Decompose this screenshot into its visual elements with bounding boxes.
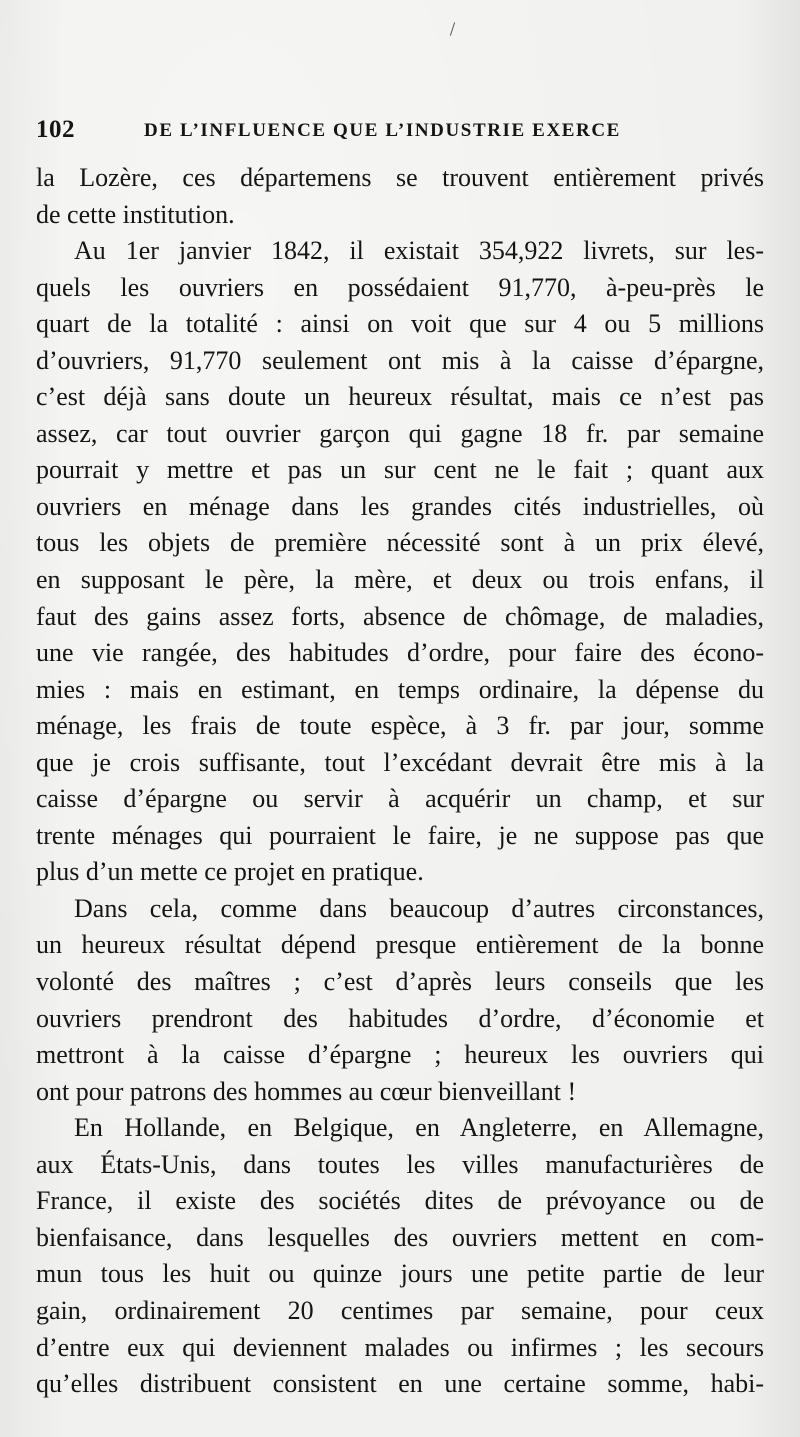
text-line: mies : mais en estimant, en temps ordinaire, la dépense du: [36, 674, 764, 704]
text-line: gain, ordinairement 20 centimes par semaine, pour ceux: [36, 1295, 764, 1325]
text-line: un heureux résultat dépend presque entièrement de la bonne: [36, 930, 764, 960]
text-line: la Lozère, ces départemens se trouvent entièrement privés: [36, 163, 764, 192]
text-line: d’ouvriers, 91,770 seulement ont mis à la caisse d’épargne,: [36, 345, 764, 375]
text-line: d’entre eux qui deviennent malades ou infirmes ; les secours: [36, 1332, 764, 1362]
text-line: caisse d’épargne ou servir à acquérir un champ, et sur: [36, 784, 764, 814]
page-header: [36, 116, 776, 146]
text-line: plus d’un mette ce projet en pratique.: [36, 857, 424, 887]
text-line: c’est déjà sans doute un heureux résultat, mais ce n’est pas: [36, 382, 764, 412]
text-line: faut des gains assez forts, absence de chômage, de maladies,: [36, 601, 764, 631]
paragraph-1: [36, 160, 764, 233]
text-line: en supposant le père, la mère, et deux ou trois enfans, il: [36, 565, 764, 595]
text-line: France, il existe des sociétés dites de prévoyance ou de: [36, 1186, 764, 1216]
paragraph-3: [36, 891, 764, 1110]
page-number: 102: [36, 116, 75, 143]
text-line: de cette institution.: [36, 199, 235, 229]
text-line: tous les objets de première nécessité sont à un prix élevé,: [36, 528, 764, 558]
text-line: ouvriers en ménage dans les grandes cités industrielles, où: [36, 491, 764, 521]
text-line: volonté des maîtres ; c’est d’après leurs conseils que les: [36, 967, 764, 997]
text-line: Dans cela, comme dans beaucoup d’autres circonstances,: [74, 893, 764, 923]
text-line: trente ménages qui pourraient le faire, je ne suppose pas que: [36, 820, 764, 850]
text-line: Au 1er janvier 1842, il existait 354,922 livrets, sur les-: [74, 236, 764, 266]
text-line: qu’elles distribuent consistent en une certaine somme, habi-: [36, 1369, 764, 1399]
text-line: quels les ouvriers en possédaient 91,770, à-peu-près le: [36, 272, 764, 302]
text-line: pourrait y mettre et pas un sur cent ne le fait ; quant aux: [36, 455, 764, 485]
text-line: bienfaisance, dans lesquelles des ouvriers mettent en com-: [36, 1222, 764, 1252]
paragraph-4: [36, 1110, 764, 1402]
text-line: ont pour patrons des hommes au cœur bienveillant !: [36, 1076, 577, 1106]
running-head: DE L’INFLUENCE QUE L’INDUSTRIE EXERCE: [144, 120, 621, 141]
text-line: que je crois suffisante, tout l’excédant devrait être mis à la: [36, 747, 764, 777]
text-line: quart de la totalité : ainsi on voit que sur 4 ou 5 millions: [36, 309, 764, 339]
text-line: une vie rangée, des habitudes d’ordre, pour faire des écono-: [36, 638, 764, 668]
ink-speck: [450, 22, 455, 36]
text-line: En Hollande, en Belgique, en Angleterre, en Allemagne,: [74, 1113, 764, 1143]
body-text: [36, 160, 764, 1403]
text-line: ménage, les frais de toute espèce, à 3 fr. par jour, somme: [36, 711, 764, 741]
paragraph-2: [36, 233, 764, 891]
text-line: ouvriers prendront des habitudes d’ordre, d’économie et: [36, 1003, 764, 1033]
text-line: aux États-Unis, dans toutes les villes manufacturières de: [36, 1149, 764, 1179]
text-line: assez, car tout ouvrier garçon qui gagne 18 fr. par semaine: [36, 418, 764, 448]
text-line: mun tous les huit ou quinze jours une petite partie de leur: [36, 1259, 764, 1289]
text-line: mettront à la caisse d’épargne ; heureux les ouvriers qui: [36, 1040, 764, 1070]
